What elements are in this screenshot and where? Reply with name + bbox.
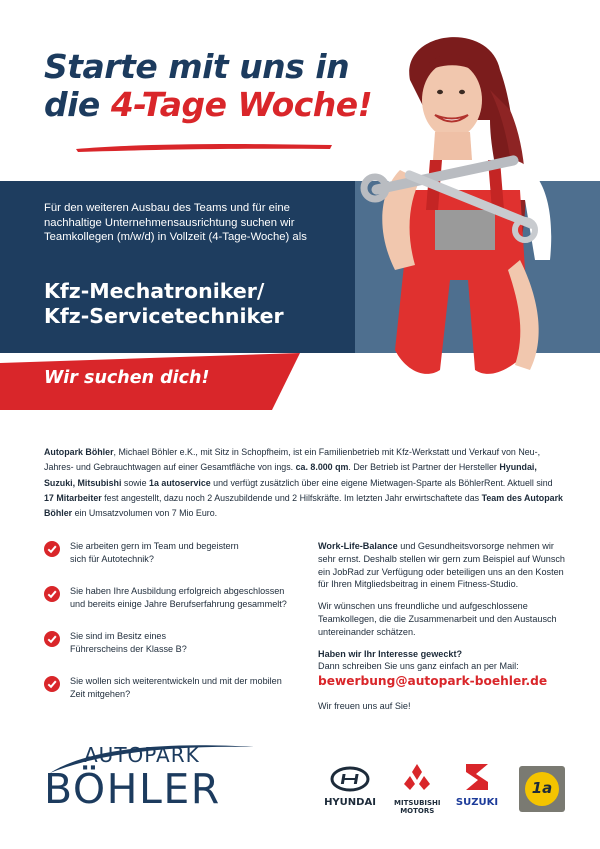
hyundai-logo [318, 766, 382, 808]
job-title-line-2: Kfz-Servicetechniker [44, 304, 284, 328]
suzuki-s-icon [452, 762, 502, 792]
job-title [44, 279, 284, 329]
interest-heading: Haben wir Ihr Interesse geweckt? [318, 648, 463, 659]
list-item [44, 540, 314, 585]
brush-stroke [74, 140, 334, 154]
about-text-4: und verfügt zusätzlich über eine eigene Mietwagen-Sparte als BöhlerRent. Aktuell sind [210, 477, 553, 488]
about-text-2: . Der Betrieb ist Partner der Hersteller [348, 462, 500, 473]
about-bold-5: 17 Mitarbeiter [44, 492, 102, 503]
logo-word-boehler: BÖHLER [44, 765, 221, 813]
about-bold-3: Hyundai, Suzuki, Mitsubishi [44, 462, 537, 488]
list-item-line-1: Sie wollen sich weiterentwickeln und mit der mobilen [70, 676, 282, 686]
mitsubishi-logo [394, 764, 441, 815]
1a-label: 1a [531, 779, 553, 797]
company-logo [44, 735, 274, 815]
list-item [44, 630, 314, 675]
list-item-line-2: sich für Autotechnik? [70, 554, 154, 564]
requirements-list [44, 540, 314, 720]
job-title-line-1: Kfz-Mechatroniker/ [44, 279, 265, 303]
list-item-line-2: Führerscheins der Klasse B? [70, 644, 187, 654]
list-item [44, 585, 314, 630]
about-text-3: sowie [121, 477, 150, 488]
benefits-paragraph [318, 540, 568, 591]
intro-text: Für den weiteren Ausbau des Teams und für eine nachhaltige Unternehmensausrichtung suchen wir Teamkollegen (m/w/d) in Vollzeit (4-Tage-Woche) als [44, 202, 307, 243]
1a-autoservice-logo [519, 766, 565, 817]
about-text-1: , Michael Böhler e.K., mit Sitz in Schopfheim, ist ein Familienbetrieb mit Kfz-Werkstatt und Verkauf von Neu-, Jahres- und Gebrauchtwagen auf einer Gesamtfläche von ings. [44, 447, 541, 473]
list-item-line-2: Zeit mitgehen? [70, 689, 131, 699]
mitsubishi-label-2: MOTORS [400, 807, 435, 815]
headline-line-2-prefix: die [44, 85, 111, 124]
list-item-line-1: Sie haben Ihre Ausbildung erfolgreich abgeschlossen [70, 586, 285, 596]
check-icon [44, 586, 60, 602]
headline-accent: 4-Tage Woche! [110, 85, 373, 124]
check-icon [44, 676, 60, 692]
logo-word-autopark: AUTOPARK [84, 743, 200, 767]
list-item [44, 675, 314, 720]
interest-text: Dann schreiben Sie uns ganz einfach an per Mail: [318, 661, 519, 672]
about-bold-2: ca. 8.000 qm [295, 462, 349, 473]
suzuki-label: SUZUKI [455, 797, 499, 808]
company-description [44, 445, 564, 521]
hyundai-emblem-icon [318, 766, 382, 792]
closing-text: Wir freuen uns auf Sie! [318, 700, 411, 711]
about-bold-1: Autopark Böhler [44, 447, 114, 457]
benefits-column [318, 540, 568, 713]
check-icon [44, 541, 60, 557]
about-bold-4: 1a autoservice [149, 477, 211, 488]
benefits-bold: Work-Life-Balance [318, 541, 398, 551]
hyundai-label: HYUNDAI [324, 797, 376, 808]
check-icon [44, 631, 60, 647]
about-bold-6: Team des Autopark Böhler [44, 492, 563, 519]
benefits-text: und Gesundheitsvorsorge nehmen wir sehr ernst. Deshalb stellen wir gern zum Beispiel auf Wunsch ein JobRad zur Verfügung oder beteiligen uns an den Kosten für Ihren Mitgliedsbeitrag in einem Fitness-Studio. [318, 541, 565, 590]
list-item-line-1: Sie sind im Besitz eines [70, 631, 167, 641]
about-text-5: fest angestellt, dazu noch 2 Auszubildende und 2 Hilfskräfte. Im letzten Jahr erwirtschaftete das [101, 492, 482, 503]
suzuki-logo [452, 762, 502, 808]
team-paragraph: Wir wünschen uns freundliche und aufgeschlossene Teamkollegen, die die Zusammenarbeit und den Austausch untereinander schätzen. [318, 601, 557, 637]
list-item-line-2: und bereits einige Jahre Berufserfahrung gesammelt? [70, 599, 287, 609]
about-text-6: ein Umsatzvolumen von 7 Mio Euro. [72, 508, 218, 519]
mitsubishi-diamonds-icon [394, 764, 440, 794]
headline-line-1: Starte mit uns in [44, 47, 350, 86]
email-link[interactable]: bewerbung@autopark-boehler.de [318, 674, 548, 689]
mitsubishi-label-1: MITSUBISHI [394, 799, 441, 807]
banner-text: Wir suchen dich! [44, 368, 210, 388]
list-item-line-1: Sie arbeiten gern im Team und begeistern [70, 541, 239, 551]
